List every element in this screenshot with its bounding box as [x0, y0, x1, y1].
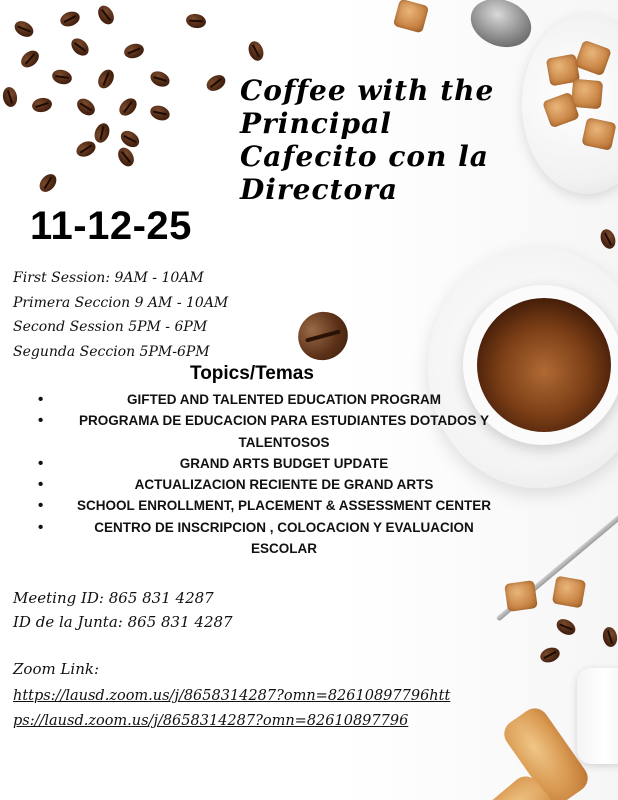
coffee-bean-icon	[123, 42, 146, 61]
session-line: Second Session 5PM - 6PM	[13, 319, 208, 335]
coffee-bean-icon	[601, 626, 618, 648]
title-line: Cafecito con la	[240, 140, 489, 173]
topics-heading: Topics/Temas	[190, 363, 314, 384]
coffee-bean-icon	[598, 227, 618, 251]
coffee-bean-icon	[58, 9, 82, 29]
milk-jug-icon	[577, 668, 618, 764]
title-line: Coffee with the	[240, 74, 495, 107]
coffee-bean-icon	[74, 95, 98, 119]
meeting-id: Meeting ID: 865 831 4287	[13, 589, 214, 607]
sugar-cube-icon	[393, 0, 429, 33]
coffee-bean-icon	[36, 171, 60, 195]
coffee-bean-icon	[18, 47, 42, 71]
coffee-bean-icon	[92, 121, 112, 145]
session-line: Primera Seccion 9 AM - 10AM	[13, 294, 229, 311]
sugar-cube-icon	[504, 580, 538, 612]
session-line: First Session: 9AM - 10AM	[13, 270, 204, 286]
session-times	[13, 266, 228, 364]
title-line: Directora	[240, 173, 399, 206]
coffee-bean-icon	[204, 72, 228, 94]
sugar-cube-icon	[571, 79, 603, 110]
coffee-bean-icon	[115, 145, 137, 169]
sugar-cube-icon	[581, 117, 616, 151]
coffee-bean-icon	[31, 96, 53, 113]
coffee-bean-icon	[95, 67, 117, 91]
session-line: Segunda Seccion 5PM-6PM	[13, 343, 210, 360]
coffee-bean-icon	[246, 39, 266, 63]
coffee-bean-icon	[12, 18, 36, 40]
coffee-bean-icon	[68, 35, 92, 59]
coffee-bean-icon	[554, 616, 578, 638]
zoom-link[interactable]: https://lausd.zoom.us/j/8658314287?omn=82610897796https://lausd.zoom.us/j/8658314287?omn=82610897796	[13, 688, 451, 729]
coffee-bean-icon	[51, 68, 74, 87]
topic-item: • ACTUALIZACION RECIENTE DE GRAND ARTS	[38, 474, 508, 495]
event-date: 11-12-25	[30, 204, 192, 248]
topic-item: • GIFTED AND TALENTED EDUCATION PROGRAM	[38, 389, 508, 410]
topic-item: • CENTRO DE INSCRIPCION , COLOCACION Y EVALUACION ESCOLAR	[38, 517, 508, 560]
coffee-bean-icon	[148, 103, 172, 123]
meeting-id-es: ID de la Junta: 865 831 4287	[13, 613, 233, 631]
zoom-label: Zoom Link:	[13, 660, 100, 678]
coffee-bean-icon	[116, 95, 140, 119]
coffee-bean-icon	[538, 645, 562, 665]
topics-list	[38, 389, 508, 559]
coffee-bean-icon	[74, 138, 98, 159]
coffee-bean-icon	[290, 304, 356, 369]
coffee-bean-icon	[185, 12, 207, 29]
coffee-bean-icon	[1, 86, 18, 108]
coffee-bean-icon	[95, 3, 117, 27]
topic-item: • SCHOOL ENROLLMENT, PLACEMENT & ASSESSMENT CENTER	[38, 495, 508, 516]
title-line: Principal	[240, 107, 392, 140]
spoon-icon	[464, 0, 538, 55]
coffee-bean-icon	[148, 68, 172, 89]
flyer-title	[240, 74, 510, 206]
sugar-cube-icon	[552, 576, 586, 609]
meeting-info	[13, 586, 233, 634]
topic-item: • PROGRAMA DE EDUCACION PARA ESTUDIANTES DOTADOS Y TALENTOSOS	[38, 410, 508, 453]
topic-item: • GRAND ARTS BUDGET UPDATE	[38, 453, 508, 474]
